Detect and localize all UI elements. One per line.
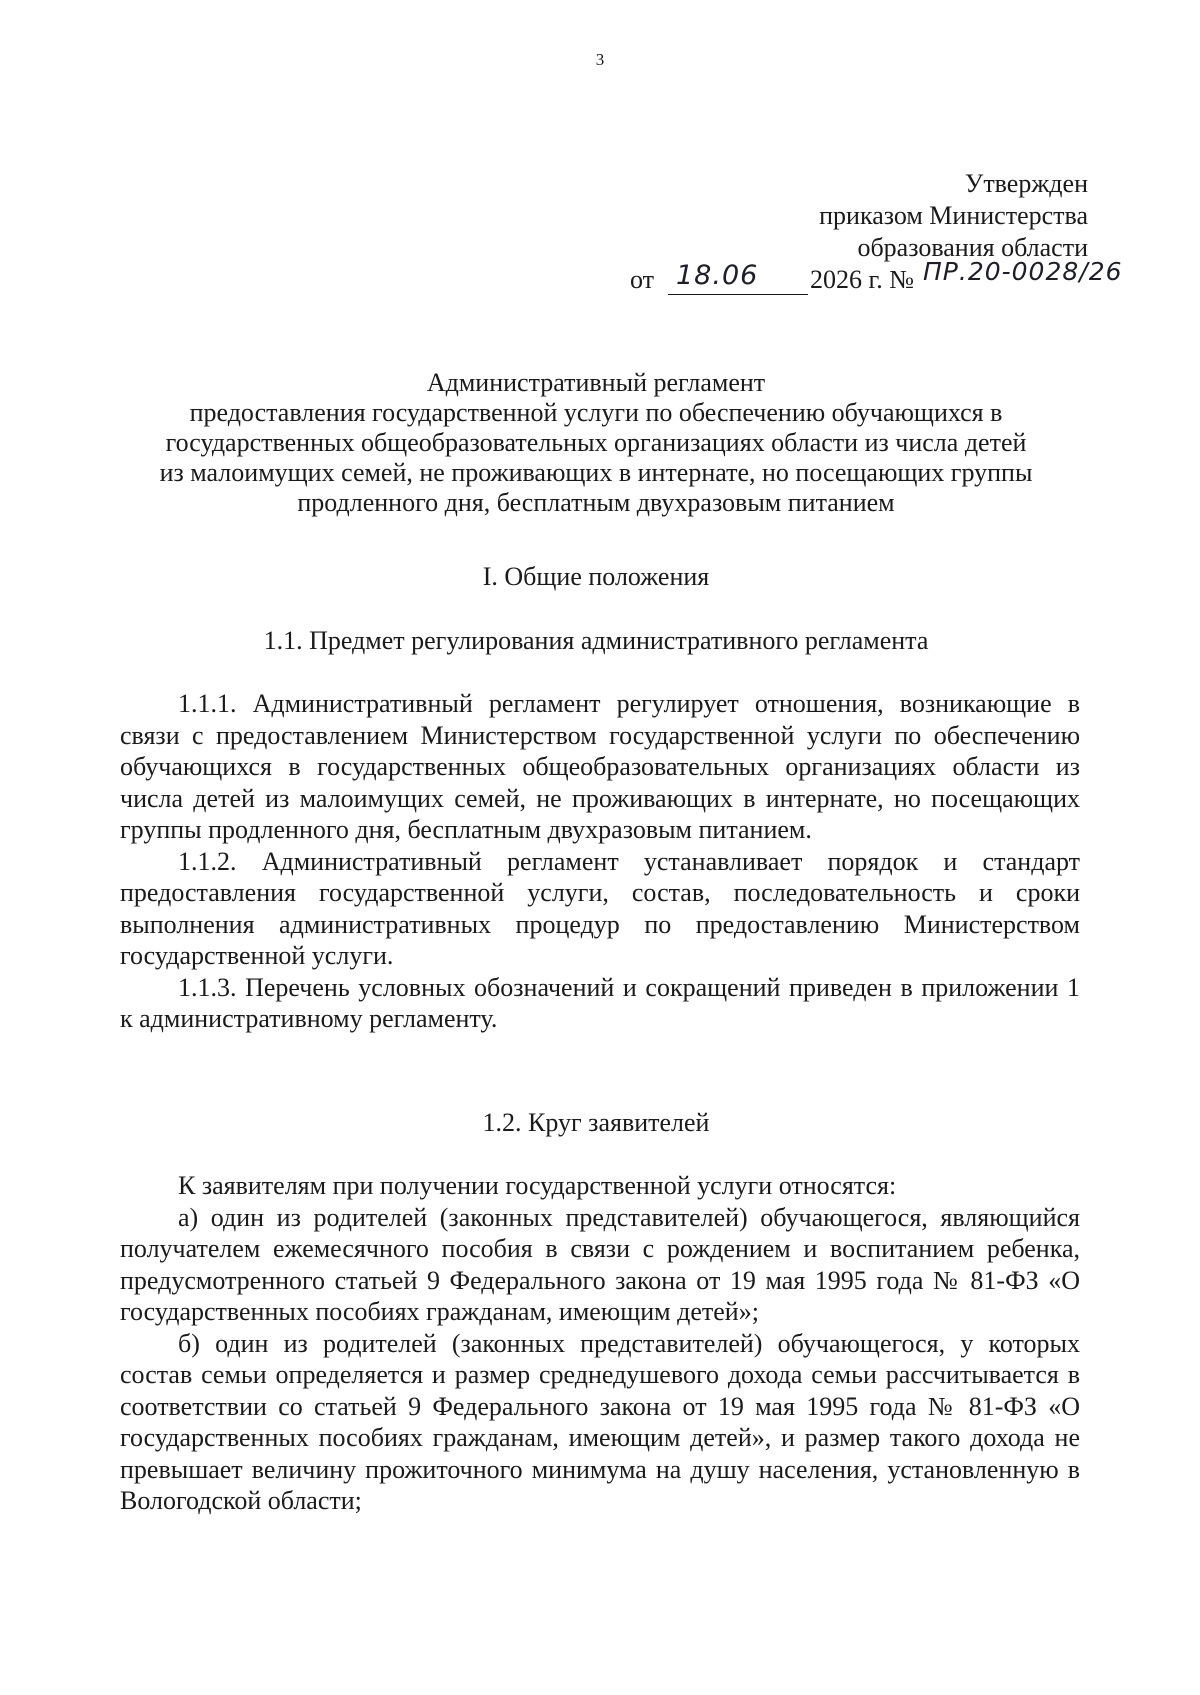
document-title (112, 368, 1080, 518)
order-date-number-line (568, 257, 1123, 300)
approval-line-3: образования области (857, 233, 1088, 262)
title-line-2: предоставления государственной услуги по обеспечению обучающихся в (189, 398, 1003, 427)
applicant-item-b: б) один из родителей (законных представителей) обучающегося, у которых состав семьи определяется и размер среднедушевого дохода семьи рассчитывается в соответствии со статьей 9 Федерального закона от 19 мая 1995 года № 81-ФЗ «О государственных пособиях гражданам, имеющим детей», и размер такого дохода не превышает величину прожиточного минимума на душу населения, установленную в Вологодской области; (120, 1328, 1080, 1515)
year-and-number-label: 2026 г. № (810, 265, 915, 294)
applicant-item-a: а) один из родителей (законных представителей) обучающегося, являющийся получателем ежемесячного пособия в связи с рождением и воспитанием ребенка, предусмотренного статьей 9 Федерального закона от 19 мая 1995 года № 81-ФЗ «О государственных пособиях гражданам, имеющим детей»; (120, 1202, 1080, 1326)
approval-line-1: Утвержден (964, 169, 1088, 198)
subsection-1-2-body (120, 1170, 1080, 1517)
handwritten-date: 18.06 (676, 260, 759, 291)
subsection-heading-1-2: 1.2. Круг заявителей (482, 1108, 710, 1137)
applicants-intro: К заявителям при получении государственной услуги относятся: (178, 1171, 897, 1200)
paragraph-1-1-1: 1.1.1. Административный регламент регулирует отношения, возникающие в связи с предоставлением Министерством государственной услуги по обеспечению обучающихся в государственных общеобразовательных организациях области из числа детей из малоимущих семей, не проживающих в интернате, но посещающих группы продленного дня, бесплатным двухразовым питанием. (120, 689, 1080, 844)
paragraph-1-1-2: 1.1.2. Административный регламент устанавливает порядок и стандарт предоставления государственной услуги, состав, последовательность и сроки выполнения административных процедур по предоставлению Министерством государственной услуги. (120, 846, 1080, 970)
approval-line-2: приказом Министерства (819, 201, 1088, 230)
title-line-4: из малоимущих семей, не проживающих в интернате, но посещающих группы (159, 458, 1033, 487)
paragraph-1-1-3: 1.1.3. Перечень условных обозначений и сокращений приведен в приложении 1 к административному регламенту. (120, 972, 1080, 1033)
title-line-1: Административный регламент (426, 368, 766, 397)
date-underline (668, 294, 808, 295)
title-line-3: государственных общеобразовательных организациях области из числа детей (165, 428, 1027, 457)
approval-stamp (568, 168, 1123, 300)
title-line-5: продленного дня, бесплатным двухразовым питанием (297, 488, 895, 517)
date-prefix: от (630, 265, 655, 294)
subsection-1-1-body (120, 688, 1080, 1035)
handwritten-order-number: ПР.20-0028/26 (923, 257, 1123, 286)
subsection-heading-1-1: 1.1. Предмет регулирования административного регламента (263, 626, 929, 655)
page-number: 3 (595, 50, 605, 69)
section-heading: I. Общие положения (482, 562, 710, 591)
